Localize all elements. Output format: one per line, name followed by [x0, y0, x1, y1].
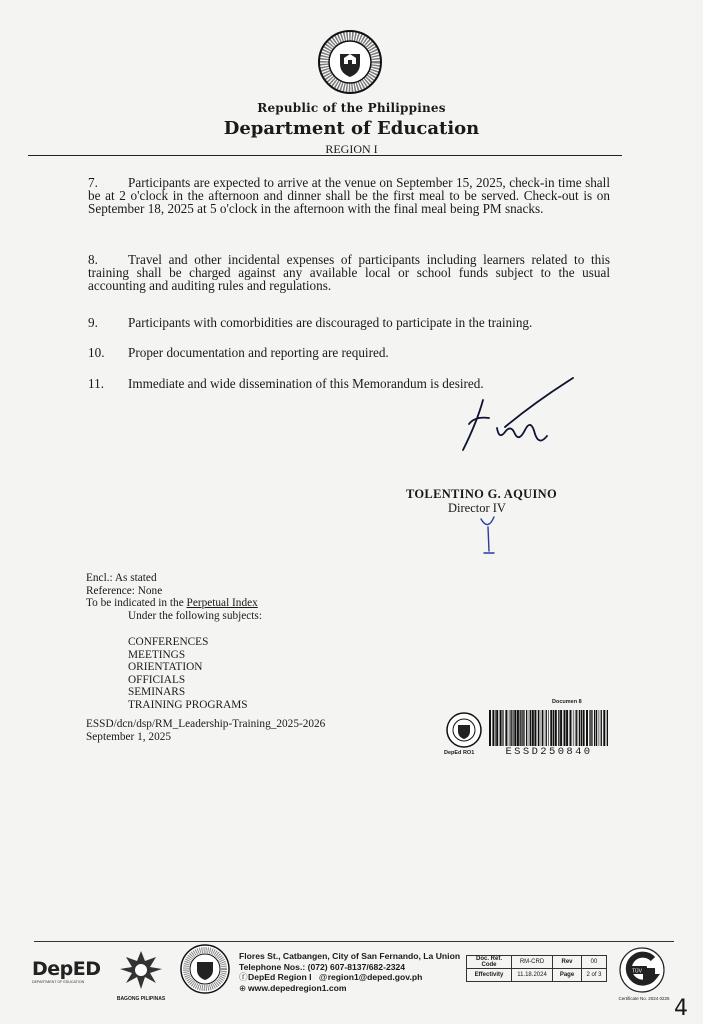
- index-prefix: To be indicated in the: [86, 597, 187, 610]
- item-number: 9.: [88, 315, 98, 330]
- bagong-pilipinas-icon: [110, 947, 172, 993]
- bagong-pilipinas-logo: [110, 947, 172, 1005]
- item-text: Participants are expected to arrive at the venue on September 15, 2025, check-in time shall be at 2 o'clock in the afternoon and dinner shall be the first meal to be served. Check-out is on September 18, 2025 at 5 o'clock in the afternoon with the final meal being PM snacks.: [88, 175, 610, 216]
- rev-label: Rev: [553, 956, 582, 969]
- subject-item: TRAINING PROGRAMS: [128, 698, 248, 711]
- enclosure-block: [86, 572, 262, 622]
- deped-logo: [32, 958, 101, 994]
- facebook-icon: ⓕ: [239, 972, 248, 982]
- deped-seal-small-icon: [446, 712, 482, 748]
- subject-item: ORIENTATION: [128, 661, 203, 674]
- doc-ref-code-label: Doc. Ref. Code: [467, 956, 512, 969]
- iso-mark-text: TÜV: [632, 968, 642, 975]
- document-number-label: Documen 8: [552, 699, 582, 705]
- department-heading: Department of Education: [223, 118, 480, 139]
- item-number: 10.: [88, 345, 105, 360]
- region-heading: REGION I: [325, 142, 378, 156]
- subject-item: MEETINGS: [128, 648, 186, 661]
- item-text: Proper documentation and reporting are required.: [128, 345, 389, 360]
- reference-line: Reference: None: [86, 584, 163, 597]
- footer-website[interactable]: www.depedregion1.com: [248, 982, 347, 993]
- subject-item: OFFICIALS: [128, 673, 186, 686]
- memo-date: September 1, 2025: [86, 730, 172, 743]
- email-icon: @: [318, 972, 328, 982]
- footer-facebook[interactable]: DepEd Region I: [248, 972, 312, 982]
- subject-item: CONFERENCES: [128, 636, 209, 648]
- iso-certification-icon: [619, 947, 665, 993]
- rev-value: 00: [582, 956, 607, 969]
- republic-heading: Republic of the Philippines: [257, 101, 446, 115]
- effectivity-label: Effectivity: [467, 969, 512, 982]
- stamp-office: DepEd RO1: [444, 750, 475, 756]
- bagong-pilipinas-text: BAGONG PILIPINAS: [116, 996, 166, 1002]
- reference-code-block: [86, 718, 325, 743]
- footer-web: [239, 983, 460, 994]
- memo-item-8: [88, 253, 610, 292]
- effectivity-value: 11.18.2024: [512, 969, 553, 982]
- globe-icon: ⊕: [239, 982, 247, 993]
- item-number: 11.: [88, 376, 104, 391]
- index-line: [86, 597, 262, 610]
- perpetual-index: Perpetual Index: [186, 597, 258, 610]
- doc-ref-code: RM-CRD: [512, 956, 553, 969]
- footer-telephone: Telephone Nos.: (072) 607-8137/682-2324: [239, 961, 406, 972]
- barcode-icon: [488, 710, 610, 748]
- item-text: Immediate and wide dissemination of this Memorandum is desired.: [128, 376, 484, 391]
- subject-item: SEMINARS: [128, 686, 186, 699]
- page-label: Page: [553, 969, 582, 982]
- subjects-list: [128, 636, 248, 712]
- signatory-name: TOLENTINO G. AQUINO: [406, 487, 557, 501]
- reference-code: ESSD/dcn/dsp/RM_Leadership-Training_2025-2026: [86, 718, 326, 730]
- footer-divider: [34, 941, 674, 942]
- header-divider: [28, 155, 622, 156]
- subjects-intro: Under the following subjects:: [128, 609, 262, 622]
- deped-logo-tagline: DEPARTMENT OF EDUCATION: [32, 980, 85, 984]
- memo-item-10: [88, 346, 610, 359]
- memo-item-9: [88, 316, 610, 329]
- memo-item-7: [88, 176, 610, 215]
- iso-caption: Certificate No. 2024 0225: [618, 996, 670, 1001]
- signatory-title: Director IV: [448, 501, 506, 515]
- footer-email[interactable]: region1@deped.gov.ph: [327, 972, 423, 982]
- deped-seal-icon: [318, 30, 382, 94]
- enclosure-line: Encl.: As stated: [86, 572, 157, 584]
- item-number: 7.: [88, 175, 98, 190]
- page-value: 2 of 3: [582, 969, 607, 982]
- document-reference-table: [466, 955, 607, 982]
- item-text: Travel and other incidental expenses of participants including learners related to this training shall be charged against any available local or school funds subject to the usual accounting and auditing rules and regulations.: [88, 252, 610, 293]
- signature-icon: [445, 372, 585, 462]
- deped-logo-text: DepED: [32, 958, 101, 980]
- item-number: 8.: [88, 252, 98, 267]
- initial-mark-icon: [478, 513, 500, 555]
- footer-social: [239, 972, 460, 983]
- item-text: Participants with comorbidities are discouraged to participate in the training.: [128, 315, 533, 330]
- handwritten-page-number: 4: [674, 996, 688, 1021]
- footer-address: Flores St., Catbangen, City of San Fernando, La Union: [239, 951, 461, 961]
- footer-contact: [239, 951, 460, 993]
- region-seal-icon: [180, 944, 230, 994]
- barcode-number: ESSD250840: [505, 746, 593, 758]
